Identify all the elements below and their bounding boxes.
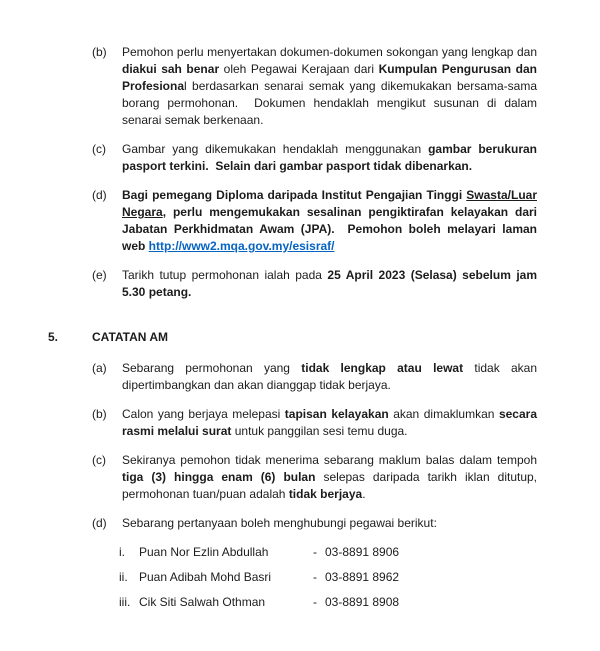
section5-heading: [0, 329, 600, 346]
text-segment: l berdasarkan senarai semak yang dikemukakan bersama-sama borang permohonan. Dokumen hendaklah mengikut susunan di dalam senarai semak berkenaan.: [122, 79, 537, 127]
text-segment: gambar berukuran pasport terkini. Selain dari gambar pasport tidak dibenarkan.: [122, 142, 537, 173]
list-item-marker: (b): [92, 45, 107, 59]
contact-phone: 03-8891 8906: [325, 545, 400, 559]
text-segment: Calon yang berjaya melepasi: [122, 407, 285, 421]
text-segment: Swasta/Luar Negara: [122, 188, 537, 219]
text-segment: tidak akan dipertimbangkan dan akan dianggap tidak berjaya.: [122, 361, 537, 392]
list-item-marker: (b): [92, 407, 107, 421]
list-item: [0, 187, 600, 255]
contact-list: [0, 544, 600, 611]
text-segment: Bagi pemegang Diploma daripada Institut Pengajian Tinggi: [122, 188, 467, 202]
text-segment: secara rasmi melalui surat: [122, 407, 537, 438]
section-title: CATATAN AM: [92, 330, 168, 344]
contact-index: i.: [119, 545, 125, 559]
contact-name: Puan Adibah Mohd Basri: [139, 570, 272, 584]
contact-index: iii.: [119, 595, 131, 609]
text-segment: Tarikh tutup permohonan ialah pada: [122, 268, 328, 282]
contact-phone: 03-8891 8962: [325, 570, 400, 584]
text-segment: , perlu mengemukakan sesalinan pengiktirafan kelayakan dari Jabatan Perkhidmatan Awam (JPA). Pemohon boleh melayari laman web: [122, 205, 537, 253]
contact-row: [0, 569, 600, 586]
contact-separator: -: [313, 570, 317, 584]
text-segment: tidak berjaya: [288, 487, 363, 501]
list-item-marker: (e): [92, 268, 107, 282]
contact-phone: 03-8891 8908: [325, 595, 400, 609]
contact-name: Puan Nor Ezlin Abdullah: [139, 545, 269, 559]
list-item: [0, 360, 600, 394]
esisraf-url-link[interactable]: http://www2.mqa.gov.my/esisraf/: [148, 239, 335, 253]
list-item-marker: (c): [92, 142, 106, 156]
text-segment: oleh Pegawai Kerajaan dari: [219, 62, 379, 76]
list-item-marker: (d): [92, 516, 107, 530]
list-item-text: [122, 44, 537, 129]
contact-name: Cik Siti Salwah Othman: [139, 595, 266, 609]
section5-sublist: [0, 360, 600, 532]
contact-separator: -: [313, 545, 317, 559]
text-segment: tiga (3) hingga enam (6) bulan: [122, 470, 316, 484]
text-segment: tapisan kelayakan: [284, 407, 389, 421]
list-item: [0, 141, 600, 175]
contact-row: [0, 544, 600, 561]
section-number: 5.: [48, 330, 59, 344]
text-segment: untuk panggilan sesi temu duga.: [231, 424, 408, 438]
list-item-text: [122, 187, 537, 255]
list-item-text: [122, 360, 537, 394]
list-item-text: [122, 267, 537, 301]
list-item-text: [122, 452, 537, 503]
text-segment: Kumpulan Pengurusan dan Profesiona: [122, 62, 537, 93]
contact-row: [0, 594, 600, 611]
list-item: [0, 406, 600, 440]
list-item-marker: (a): [92, 361, 107, 375]
list-item: [0, 515, 600, 532]
list-item: [0, 267, 600, 301]
text-segment: tidak lengkap atau lewat: [301, 361, 464, 375]
contact-separator: -: [313, 595, 317, 609]
text-segment: Sekiranya pemohon tidak menerima sebarang maklum balas dalam tempoh: [122, 453, 537, 467]
list-item-marker: (c): [92, 453, 106, 467]
list-item-marker: (d): [92, 188, 107, 202]
list-item-text: [122, 406, 537, 440]
text-segment: selepas daripada tarikh iklan ditutup, permohonan tuan/puan adalah: [122, 470, 538, 501]
text-segment: akan dimaklumkan: [388, 407, 499, 421]
text-segment: Sebarang permohonan yang: [122, 361, 302, 375]
list-item: [0, 452, 600, 503]
text-segment: 25 April 2023 (Selasa) sebelum jam 5.30 petang.: [122, 268, 537, 299]
contact-index: ii.: [119, 570, 128, 584]
section4-sublist: [0, 44, 600, 301]
list-item-text: [122, 141, 537, 175]
text-segment: .: [362, 487, 366, 501]
text-segment: Sebarang pertanyaan boleh menghubungi pegawai berikut:: [122, 516, 437, 530]
text-segment: Gambar yang dikemukakan hendaklah menggunakan: [122, 142, 429, 156]
list-item: [0, 44, 600, 129]
text-segment: Pemohon perlu menyertakan dokumen-dokumen sokongan yang lengkap dan: [122, 45, 537, 59]
list-item-text: [122, 515, 537, 532]
text-segment: diakui sah benar: [122, 62, 220, 76]
